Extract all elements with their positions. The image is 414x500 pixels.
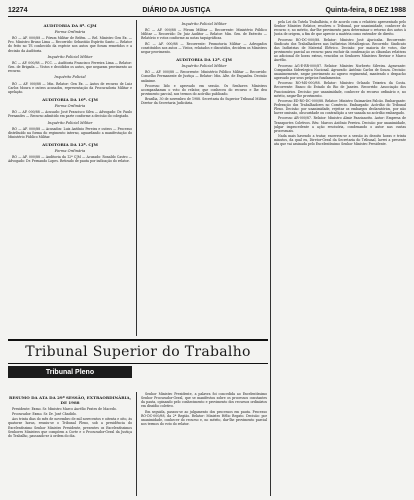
- subsection-heading: Forma Ordinária: [54, 104, 86, 109]
- paragraph: Brasília, 30 de novembro de 1988. Secretaria do Superior Tribunal Militar. Diretor da Secretaria Judiciária.: [141, 97, 267, 106]
- paragraph: Processo ED-RO-DC-000/88. Relator: Ministro Guimarães Falcão. Embargante: Federação dos Trabalhadores no Comércio. Embargado: Acórdão do Tribunal Pleno. Decisão: por unanimidade, rejeitar os embargos declaratórios, por não haver omissão, obscuridade ou contradição a ser sanada no acórdão embargado.: [274, 98, 406, 116]
- column-1: [8, 20, 132, 336]
- section-tab: Tribunal Pleno: [8, 366, 132, 378]
- court-banner: Tribunal Superior do Trabalho: [8, 339, 268, 364]
- paragraph: Senhor Ministro Presidente, a palavra foi concedida ao Excelentíssimo Senhor Procurador-Geral, que se manifestou sobre os processos constantes da pauta, opinando pelo conhecimento e provimento dos recursos ordinários em dissídio coletivo.: [141, 392, 267, 409]
- minutes-title: RESUMO DA ATA DA 29ª SESSÃO, EXTRAORDINÁRIA, DE 1988: [9, 395, 131, 405]
- subsection-heading: Inquérito Policial Militar: [181, 22, 227, 26]
- minutes-summary: [8, 392, 132, 496]
- subsection-heading: Forma Ordinária: [54, 30, 86, 34]
- issue-date: Quinta-feira, 8 DEZ 1988: [325, 6, 406, 14]
- subsection-heading: Inquérito Policial Militar: [181, 64, 227, 69]
- paragraph: Processo RO-MS-000/88. Relator: Ministro Orlando Teixeira da Costa. Recorrente: Banco do Estado do Rio de Janeiro. Recorrido: Associação dos Funcionários. Decisão: por unanimidade, conhecer do recurso ordinário e, no mérito, negar-lhe provimento.: [274, 81, 406, 98]
- subsection-heading: Forma Ordinária: [54, 149, 86, 154]
- paragraph: Procurador: Exmo. Sr. Dr. José Cândido.: [12, 412, 77, 417]
- column-divider: [136, 20, 137, 336]
- journal-name: DIÁRIO DA JUSTIÇA: [142, 6, 211, 14]
- page-header: [8, 4, 406, 17]
- subsection-heading: Inquérito Policial Militar: [47, 54, 93, 59]
- paragraph: Em seguida, passou-se ao julgamento dos processos em pauta. Processo RO-DC-000/88, da 2ª Região. Relator: Ministro Hélio Regato. Decisão: por unanimidade, conhecer do recurso e, no mérito, dar-lhe provimento parcial nos termos do voto do relator.: [141, 409, 267, 427]
- section-heading: AUDITORIA DA 8ª. CJM: [43, 23, 97, 28]
- paragraph: RO — AF. 000/88 — Min. Relator: Gen Ex. — Autos de recurso de Luiz Carlos Moura e outros acusados, representação da Procuradoria Militar e apelação.: [8, 81, 132, 94]
- section-heading: AUDITORIA DA 10ª. CJM: [42, 97, 98, 103]
- paragraph: Processo AG-E-RR-000/87. Relator: Ministro Norberto Silveira. Agravante: Companhia Siderúrgica Nacional. Agravado: Antônio Carlos de Souza. Decisão: unanimemente, negar provimento ao agravo regimental, mantendo o despacho agravado por seus próprios fundamentos.: [274, 63, 406, 81]
- column-2: [141, 20, 267, 336]
- column-divider: [136, 392, 137, 496]
- section-heading: AUDITORIA DA 12ª. CJM: [176, 57, 232, 63]
- page-number: 12274: [8, 6, 28, 14]
- column-divider: [270, 20, 271, 496]
- paragraph: RO — AF. 000/88 — Fórum Militar de Belém. — Rel. Ministro Gen Ex. — Pro. Ministro Bruno Lima — Recorrido: Sebastião Espírito Santo — Relator do feito no TS conhecido da espécie nos autos que foram remetidos e a decisão da Auditoria.: [8, 36, 132, 53]
- subsection-heading: Inquérito Policial: [54, 75, 86, 80]
- paragraph: RO — AF. 000/88 — Auditoria da 12ª CJM — Acusado: Ronaldo Castro — Advogado: Dr. Fernando Lopes. Retirado de pauta por indicação do relator.: [8, 155, 132, 164]
- paragraph: Nada mais havendo a tratar, encerrou-se a sessão às dezoito horas e trinta minutos, da qual eu, Diretor-Geral da Secretaria do Tribunal, lavrei a presente ata que vai assinada pelo Excelentíssimo Senhor Ministro Presidente.: [274, 134, 406, 147]
- paragraph: Processo AR-000/87. Relator: Ministro Almir Pazzianotto. Autor: Empresa de Transportes Coletivos. Réu: Marcos Antônio Pereira. Decisão: por unanimidade, julgar improcedente a ação rescisória, condenando o autor nas custas processuais.: [274, 116, 406, 133]
- column-3: [274, 20, 406, 496]
- paragraph: RC — AF. 000/88 — Fórum Militar — Recorrente: Ministério Público Militar — Recorrido: Dr. Juiz Auditor — Relator: Min. Gen. de Exército — Relatório e votos conforme as notas taquigráficas.: [141, 28, 267, 41]
- paragraph: Processo RO-DC-000/88. Relator: Ministro José Ajuricaba. Recorrente: Sindicato dos Trabalhadores nas Indústrias Metalúrgicas. Recorrido: Sindicato das Indústrias de Material Elétrico. Decisão: por maioria de votos, dar provimento parcial ao recurso para excluir da condenação as cláusulas relativas ao adicional de horas extras, vencidos os Senhores Ministros Revisor e Marco Aurélio.: [274, 37, 406, 63]
- paragraph: Processo lido e aprovado em sessão. Os Senhores Ministros acompanharam o voto do relator, que conheceu do recurso e lhe deu provimento parcial, nos termos do acórdão publicado.: [141, 83, 267, 97]
- paragraph: RO — AF. 000/88 — Acusado: José Francisco Silva — Advogado: Dr. Paulo Fernandes — Recurso admitido em parte conforme a decisão do colegiado.: [8, 110, 132, 119]
- paragraph: RO — AF. 000/88 — Recorrente: Ministério Público Militar — Recorrido: Conselho Permanente de Justiça — Relator: Min. Alte. de Esquadra. Decisão unânime.: [141, 70, 267, 83]
- section-heading: AUDITORIA DA 12ª. CJM: [42, 142, 98, 148]
- paragraph: RO — AF. 000/88 — Acusados: Luiz Antônio Pereira e outros — Processo distribuído na forma do regimento interno, aguardando a manifestação do Ministério Público Militar.: [8, 126, 132, 139]
- paragraph: Presidente: Exmo. Sr. Ministro Marco Aurélio Prates de Macedo.: [12, 407, 117, 411]
- minutes-continuation: [141, 392, 267, 496]
- paragraph: Aos trinta dias do mês de novembro de mil novecentos e oitenta e oito, às quatorze horas, reuniu-se o Tribunal Pleno, sob a presidência do Excelentíssimo Senhor Ministro Presidente, presentes os Excelentíssimos Senhores Ministros que compõem a Corte e o Procurador-Geral da Justiça do Trabalho, passando-se à ordem do dia.: [8, 417, 132, 438]
- paragraph: pela Lei da Tutela Trabalhista, e de acordo com o relatório apresentado pelo Senhor Ministro Relator, resolveu o Tribunal, por unanimidade, conhecer do recurso e, no mérito, dar-lhe provimento para determinar o retorno dos autos à Junta de origem, a fim de que aprecie a matéria como entender de direito.: [274, 20, 406, 37]
- paragraph: RC — AF. 000/88 — Recorrente: Promotoria Militar — Advogados constituídos nos autos — Vistos, relatados e discutidos, decidem os Ministros negar provimento.: [141, 41, 267, 54]
- subsection-heading: Inquérito Policial Militar: [47, 120, 93, 125]
- paragraph: RC — AF. 000/88 — PCC. — Auditoria Francisco Ferreira Lima — Relator: Gen. de Brigada — Vistos e decididos os autos, que negaram provimento ao recurso.: [8, 60, 132, 74]
